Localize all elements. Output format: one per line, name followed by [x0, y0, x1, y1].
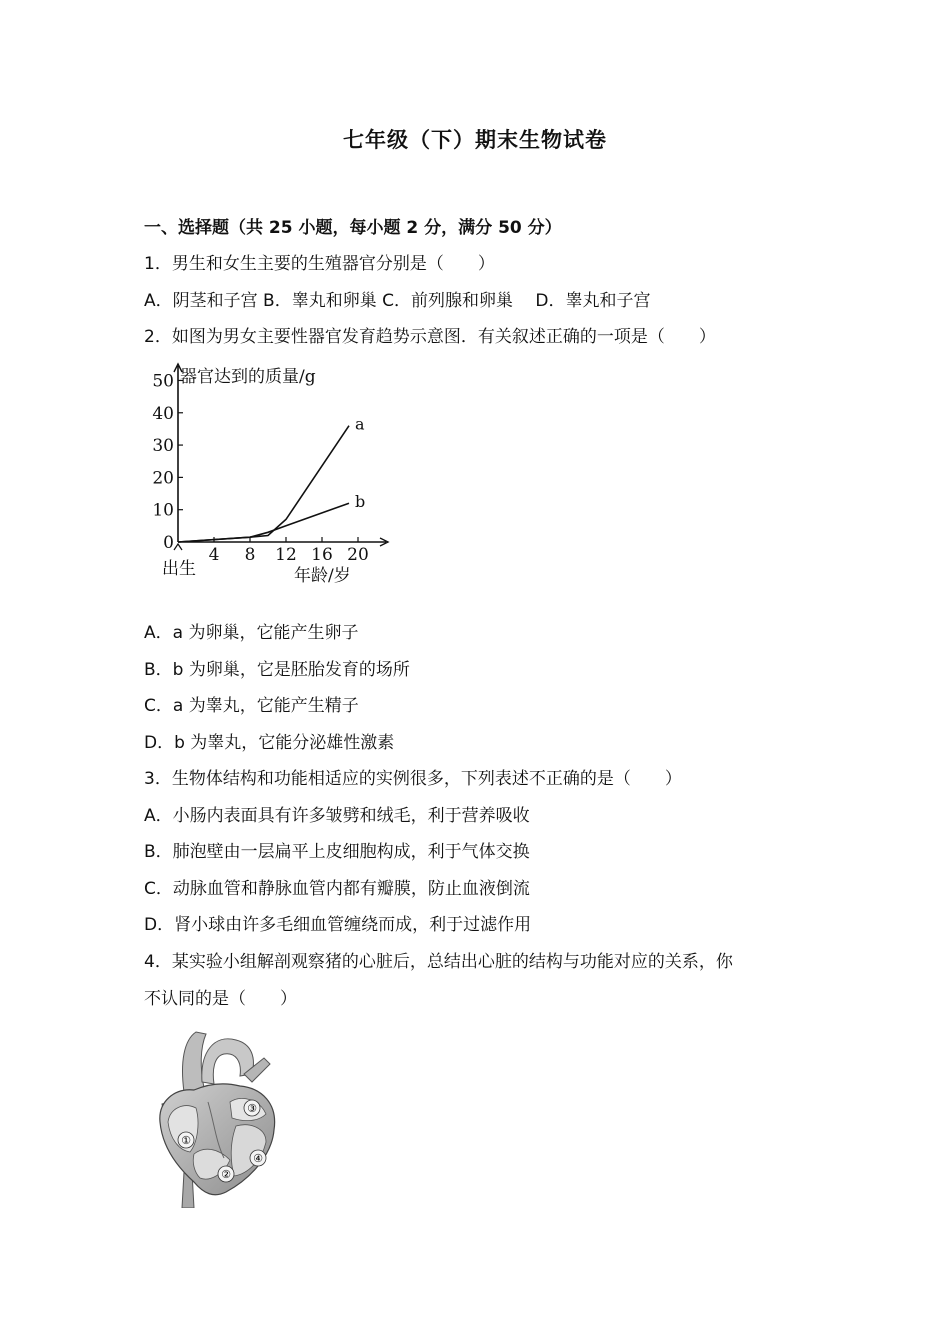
organ-development-chart [144, 362, 390, 588]
y-tick-label: 40 [152, 403, 174, 424]
x-tick-label: 16 [311, 545, 333, 565]
q3-option-d: D．肾小球由许多毛细血管缠绕而成，利于过滤作用 [144, 915, 532, 935]
chart-ylabel: 器官达到的质量/g [180, 367, 316, 387]
q2-option-b: B．b 为卵巢，它是胚胎发育的场所 [144, 660, 410, 680]
series-line-a [178, 426, 349, 542]
q2-stem: 2．如图为男女主要性器官发育趋势示意图．有关叙述正确的一项是（ ） [144, 327, 716, 347]
origin-marker [174, 544, 182, 550]
page-title: 七年级（下）期末生物试卷 [343, 128, 607, 152]
y-tick-label: 0 [163, 533, 174, 553]
heart-label-4 [250, 1150, 266, 1166]
chart-xlabel: 年龄/岁 [294, 566, 351, 586]
q1-stem: 1．男生和女生主要的生殖器官分别是（ ） [144, 254, 495, 274]
y-tick-label: 30 [152, 436, 174, 457]
chart-origin-label: 出生 [162, 559, 196, 579]
chart-lines [178, 415, 365, 542]
x-tick-label: 12 [275, 545, 297, 565]
y-tick-label: 10 [152, 500, 174, 521]
x-tick-label: 4 [208, 545, 220, 565]
q2-option-a: A．a 为卵巢，它能产生卵子 [144, 623, 359, 643]
svg-text:①: ① [181, 1134, 191, 1147]
q3-option-a: A．小肠内表面具有许多皱劈和绒毛，利于营养吸收 [144, 806, 530, 826]
q4-stem-line2: 不认同的是（ ） [144, 989, 297, 1009]
x-tick-label: 8 [244, 545, 256, 565]
heart-label-3 [244, 1100, 260, 1116]
q2-option-d: D．b 为睾丸，它能分泌雄性激素 [144, 733, 395, 753]
y-tick-label: 20 [152, 468, 174, 489]
y-tick-label: 50 [152, 371, 174, 392]
q3-stem: 3．生物体结构和功能相适应的实例很多，下列表述不正确的是（ ） [144, 769, 682, 789]
section-heading: 一、选择题（共 25 小题，每小题 2 分，满分 50 分） [144, 218, 562, 238]
svg-text:④: ④ [253, 1152, 263, 1165]
heart-diagram [144, 1022, 284, 1208]
q2-option-c: C．a 为睾丸，它能产生精子 [144, 696, 359, 716]
q4-stem-line1: 4．某实验小组解剖观察猪的心脏后，总结出心脏的结构与功能对应的关系，你 [144, 952, 733, 972]
series-label-a: a [355, 414, 365, 434]
heart-label-1 [178, 1132, 194, 1148]
chart-axes [174, 364, 388, 550]
q3-option-b: B．肺泡壁由一层扁平上皮细胞构成，利于气体交换 [144, 842, 530, 862]
series-label-b: b [355, 492, 366, 512]
svg-text:②: ② [221, 1168, 231, 1181]
q3-option-c: C．动脉血管和静脉血管内都有瓣膜，防止血液倒流 [144, 879, 530, 899]
heart-label-2 [218, 1166, 234, 1182]
q1-options: A．阴茎和子宫 B．睾丸和卵巢 C．前列腺和卵巢 D．睾丸和子宫 [144, 291, 651, 311]
x-tick-label: 20 [347, 545, 369, 565]
svg-text:③: ③ [247, 1102, 257, 1115]
